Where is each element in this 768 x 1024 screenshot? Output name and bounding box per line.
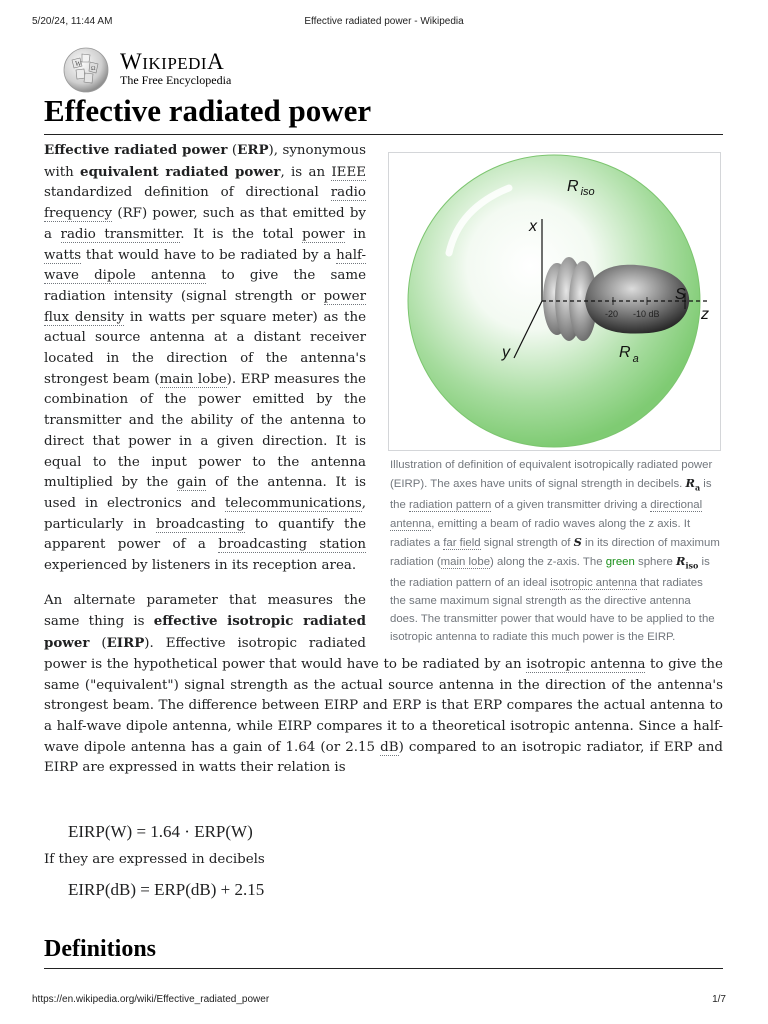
paragraph-intro: Effective radiated power (ERP), synonymous with equivalent radiated power, is an IEEE standardized definition of directional radio frequency (RF) power, such as that emitted by a radio transmitter. It is the total power in watts that would have to be radiated by a half-wave dipole antenna to give the same radiation intensity (signal strength or power flux density in watts per square meter) as the actual source antenna at a distant receiver located in the direction of the antenna's strongest beam (main lobe). ERP measures the combination of the power emitted by the transmitter and the ability of the antenna to direct that power in a given direction. It is equal to the input power to the antenna multiplied by the gain of the antenna. It is used in electronics and telecommunications, particularly in broadcasting to quantify the apparent power of a broadcasting station experienced by listeners in its reception area. (44, 142, 367, 574)
link-power[interactable]: power (302, 226, 345, 242)
print-header (32, 16, 736, 30)
link-half-wave-dipole[interactable]: half-wave dipole antenna (44, 247, 366, 284)
link-far-field[interactable]: far field (443, 536, 481, 549)
label-minus20: -20 (605, 309, 619, 319)
link-main-lobe-caption[interactable]: main lobe (440, 555, 491, 568)
link-isotropic-antenna-caption[interactable]: isotropic antenna (550, 577, 637, 590)
title-divider (44, 134, 723, 135)
math-riso: $R_{iso}$ (676, 553, 699, 571)
math-ra: $R_a$ (685, 476, 701, 493)
link-power-flux-density[interactable]: power flux density (44, 288, 366, 325)
link-gain[interactable]: gain (176, 475, 207, 491)
svg-text:Ω: Ω (91, 66, 96, 72)
figure-caption: Illustration of definition of equivalent isotropically radiated power (EIRP). The axes have units of signal strength in decibels. $R_a$ is the radiation pattern of a given transmitter driving a directional antenna, emitting a beam of radio waves along the z axis. It radiates a far field signal strength of S in its direction of maximum radiation (main lobe) along the z-axis. The green sphere $R_{iso}$ is the radiation pattern of an ideal isotropic antenna that radiates the same maximum signal strength as the directive antenna does. The transmitter power that would have to be applied to the isotropic antenna to radiate this much power is the EIRP. (390, 459, 720, 644)
link-watts[interactable]: watts (44, 247, 82, 263)
link-radio-frequency[interactable]: radio frequency (44, 185, 366, 222)
link-isotropic-antenna[interactable]: isotropic antenna (526, 656, 646, 672)
article-body (44, 140, 723, 779)
logo-tagline: The Free Encyclopedia (120, 73, 232, 87)
decibel-intro-text: If they are expressed in decibels (44, 852, 265, 867)
logo-wordmark (120, 49, 224, 75)
logo-wordmark-ikipedi: IKIPEDI (142, 54, 208, 73)
paragraph-eirp: An alternate parameter that measures the same thing is effective isotropic radiated power (EIRP). Effective isotropic radiated power is the hypothetical power that would have to be radiated by an isotropic antenna to give the same ("equivalent") signal strength as the actual source antenna in the direction of the antenna's strongest beam. The difference between EIRP and ERP is that ERP compares the actual antenna to a half-wave dipole antenna, while EIRP compares it to a theoretical isotropic antenna. Since a half-wave dipole antenna has a gain of 1.64 (or 2.15 dB) compared to an isotropic radiator, if ERP and EIRP are expressed in watts their relation is (44, 592, 724, 776)
print-date: 5/20/24, 11:44 AM (32, 16, 113, 27)
logo-wordmark-a: A (207, 49, 225, 74)
svg-text:W: W (75, 60, 82, 68)
formula-decibels: EIRP(dB) = ERP(dB) + 2.15 (68, 880, 265, 899)
logo-wordmark-w: W (120, 49, 143, 74)
eirp-diagram (389, 153, 720, 450)
math-s: S (573, 534, 582, 549)
link-directional-antenna[interactable]: directional antenna (390, 499, 703, 530)
print-url: https://en.wikipedia.org/wiki/Effective_radiated_power (32, 994, 270, 1005)
label-s: S (675, 286, 686, 303)
label-ra: R $_a$ (619, 344, 639, 365)
print-title: Effective radiated power - Wikipedia (304, 16, 464, 27)
bold-erp-abbr: ERP (237, 142, 269, 158)
link-radiation-pattern[interactable]: radiation pattern (409, 499, 492, 512)
print-page-number: 1/7 (712, 994, 726, 1005)
bold-erp-term: Effective radiated power (44, 142, 228, 158)
section-divider (44, 968, 723, 969)
print-footer (32, 994, 736, 1008)
link-broadcasting[interactable]: broadcasting (156, 516, 245, 532)
bold-equiv-term: equivalent radiated power (80, 163, 281, 180)
green-word: green (605, 555, 635, 568)
wikipedia-globe-icon (62, 46, 110, 94)
label-y: y (502, 344, 510, 361)
figure (388, 152, 721, 647)
bold-eirp-abbr: EIRP (106, 635, 145, 652)
section-heading-definitions: Definitions (44, 936, 157, 962)
label-z: z (701, 306, 709, 323)
link-main-lobe[interactable]: main lobe (159, 371, 227, 387)
link-broadcasting-station[interactable]: broadcasting station (218, 537, 367, 553)
label-minus10db: -10 dB (633, 309, 660, 319)
page-title: Effective radiated power (44, 93, 372, 128)
link-ieee[interactable]: IEEE (331, 164, 366, 180)
figure-image[interactable] (388, 152, 721, 451)
link-db[interactable]: dB (380, 739, 399, 755)
label-riso: R $_{iso}$ (567, 178, 595, 198)
link-telecommunications[interactable]: telecommunications (225, 495, 362, 511)
formula-watts: EIRP(W) = 1.64 · ERP(W) (68, 822, 253, 841)
bold-eirp-term: effective isotropic radiated power (44, 613, 366, 652)
link-radio-transmitter[interactable]: radio transmitter (60, 226, 181, 242)
label-x: x (529, 218, 537, 235)
